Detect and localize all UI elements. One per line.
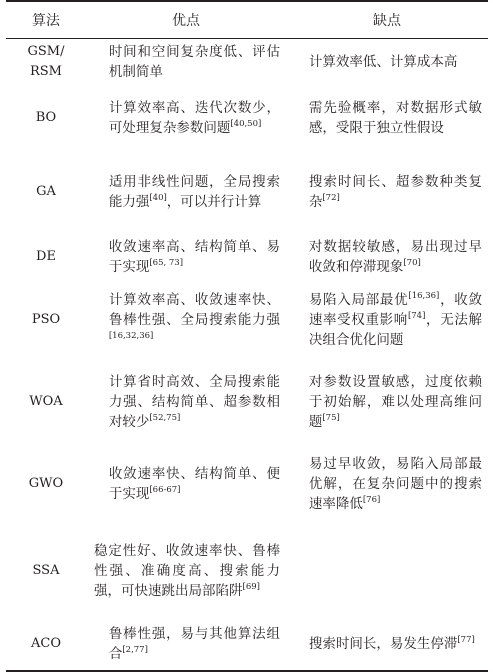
- cons-text-block: [294, 52, 482, 72]
- citation: [72]: [322, 192, 340, 203]
- cons-text: 搜索时间长，易发生停滞: [308, 636, 458, 652]
- pros-text-block: [94, 541, 280, 601]
- citation: [2,77]: [122, 645, 148, 655]
- cons-cell: [286, 85, 488, 151]
- cons-cell: [286, 281, 488, 359]
- citation: [74]: [407, 310, 426, 321]
- table-row: [6, 85, 488, 151]
- pros-text: 时间和空间复杂度低、评估机制简单: [108, 43, 280, 80]
- cons-text: 搜索时间长、超参数种类复杂: [308, 173, 482, 210]
- cons-text: 对数据较敏感，易出现过早收敛和停滞现象: [308, 238, 482, 275]
- cons-text: 计算效率低、计算成本高: [308, 53, 458, 70]
- pros-text-block: [94, 372, 280, 432]
- algorithm-name: DE: [36, 248, 56, 264]
- table-header: [6, 1, 488, 39]
- citation: [76]: [362, 494, 381, 505]
- pros-cell: [86, 445, 286, 523]
- pros-text: 适用非线性问题，全局搜索能力强: [108, 173, 280, 210]
- table-row: [6, 39, 488, 85]
- cons-cell: [286, 619, 488, 671]
- pros-text: 收敛速率快、结构简单、便于实现: [108, 465, 280, 502]
- pros-text-block: [94, 290, 280, 350]
- citation: [65, 73]: [149, 257, 184, 268]
- table-row: [6, 619, 488, 671]
- pros-text-block: [94, 237, 280, 277]
- cons-text-block: [294, 290, 482, 350]
- pros-text-block: [94, 42, 280, 82]
- algorithm-name: [6, 39, 86, 85]
- citation: [52,75]: [149, 412, 181, 423]
- cons-text: 对参数设置敏感，过度依赖于初始解，难以处理高维问题: [308, 373, 482, 430]
- table-row: [6, 233, 488, 281]
- citation: [40,50]: [230, 118, 262, 129]
- pros-text: 计算效率高、迭代次数少，可处理复杂参数问题: [108, 99, 280, 136]
- citation: [69]: [242, 581, 260, 592]
- pros-text: 稳定性好、收敛速率快、鲁棒性强、准确度高、搜索能力强，可快速跳出局部陷阱: [94, 542, 280, 599]
- pros-cell: [86, 39, 286, 85]
- pros-cell: [86, 359, 286, 445]
- algorithm-name: WOA: [29, 393, 63, 409]
- algorithm-name: BO: [35, 109, 57, 125]
- cons-cell: [286, 39, 488, 85]
- cons-text-tail: ，收敛速率受权重影响: [308, 291, 482, 328]
- pros-text: 收敛速率高、结构简单、易于实现: [108, 238, 280, 275]
- cons-cell: [286, 359, 488, 445]
- pros-cell: [86, 523, 286, 619]
- pros-cell: [86, 85, 286, 151]
- pros-text: 计算效率高、收敛速率快、鲁棒性强、全局搜索能力强: [108, 291, 280, 328]
- algorithm-name: SSA: [32, 562, 60, 578]
- cons-text-tail: ，无法解决组合优化问题: [308, 311, 483, 348]
- citation: [75]: [322, 412, 340, 423]
- header-pros: 优点: [86, 1, 286, 39]
- cons-text: 易过早收敛，易陷入局部最优解，在复杂问题中的搜索速率降低: [308, 455, 482, 512]
- citation: [16,32,36]: [108, 330, 154, 341]
- header-cons: 缺点: [286, 1, 488, 39]
- cons-cell: [286, 151, 488, 233]
- cons-text-block: [294, 454, 482, 514]
- table-row: [6, 151, 488, 233]
- pros-cell: [86, 281, 286, 359]
- cons-text: 需先验概率，对数据形式敏感，受限于独立性假设: [308, 99, 482, 136]
- citation: [66-67]: [149, 484, 181, 495]
- pros-cell: [86, 151, 286, 233]
- algorithm-name: GA: [36, 183, 56, 199]
- algorithm-name: PSO: [31, 311, 61, 327]
- cons-cell: [286, 523, 488, 619]
- algorithm-name: ACO: [6, 619, 86, 671]
- cons-text-block: [294, 237, 482, 277]
- pros-text-block: [94, 98, 280, 138]
- pros-text-tail: ，可以并行计算: [166, 193, 262, 210]
- citation: [70]: [403, 257, 421, 268]
- pros-text-block: [94, 464, 280, 504]
- citation: [16,36]: [408, 290, 440, 301]
- pros-text-block: [94, 624, 280, 664]
- algorithm-comparison-table: [6, 0, 488, 672]
- table-row: [6, 359, 488, 445]
- cons-text-block: [294, 98, 482, 138]
- cons-text-block: [294, 372, 482, 432]
- cons-cell: [286, 445, 488, 523]
- algorithm-name: GWO: [28, 475, 64, 491]
- table-row: [6, 281, 488, 359]
- pros-text: 计算省时高效、全局搜索能力强、结构简单、超参数相对较少: [108, 373, 280, 430]
- header-algorithm: 算法: [6, 1, 86, 39]
- pros-text-block: [94, 172, 280, 212]
- table-row: [6, 445, 488, 523]
- cons-text: 易陷入局部最优: [308, 291, 409, 308]
- pros-cell: [86, 233, 286, 281]
- cons-text-block: [294, 634, 482, 654]
- cons-cell: [286, 233, 488, 281]
- cons-text-block: [294, 172, 482, 212]
- citation: [77]: [457, 635, 475, 645]
- pros-cell: [86, 619, 286, 671]
- citation: [40]: [149, 192, 167, 203]
- table-row: [6, 523, 488, 619]
- pros-text: 鲁棒性强，易与其他算法组合: [108, 626, 280, 662]
- algorithm-label: GSM/ RSM: [27, 43, 65, 79]
